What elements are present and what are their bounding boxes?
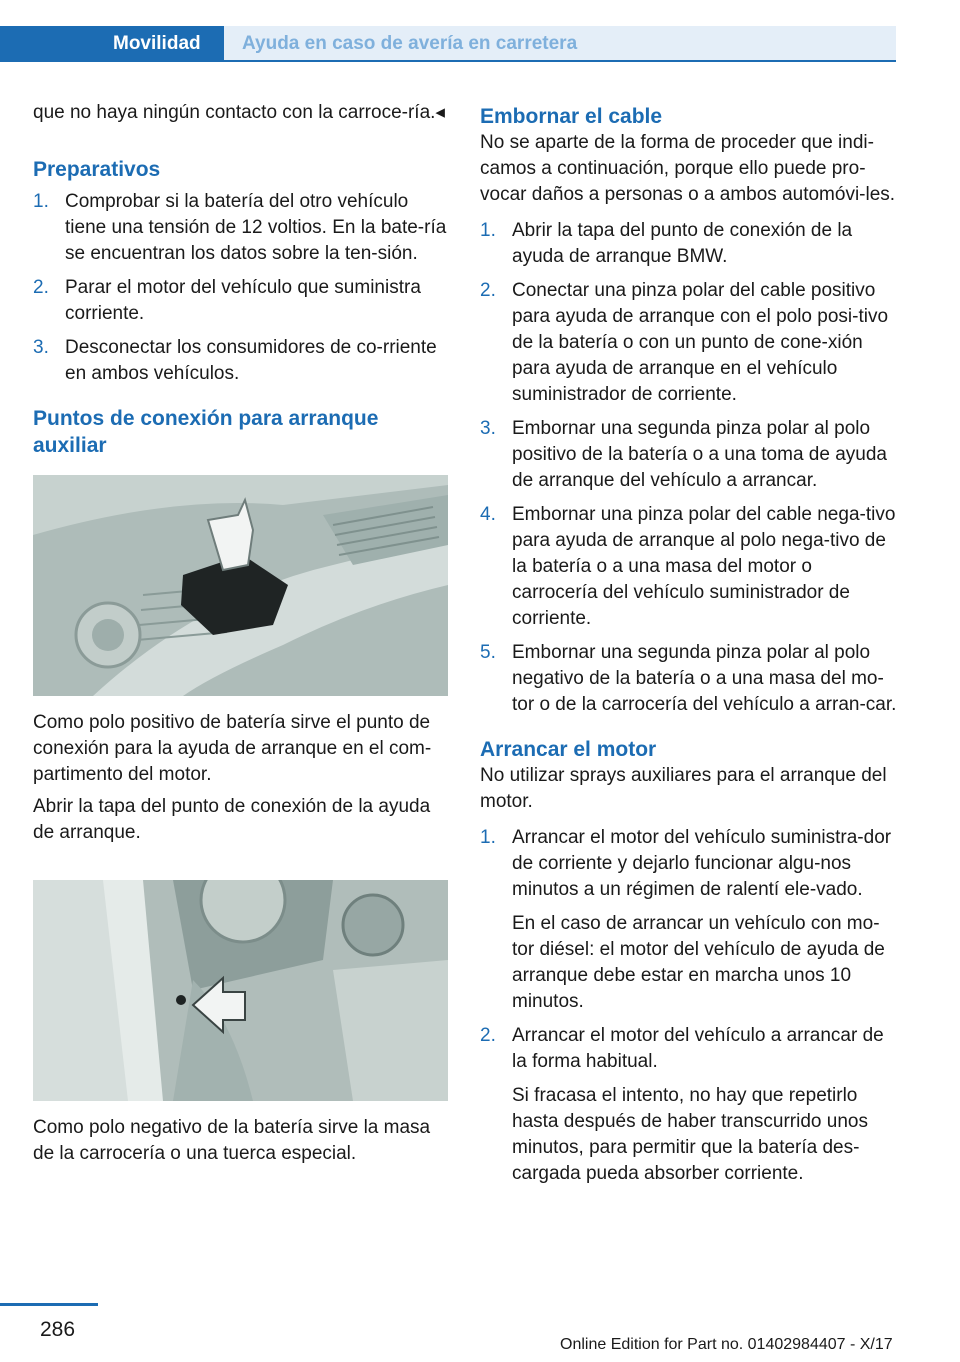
list-item: 1. Comprobar si la batería del otro vehículo tiene una tensión de 12 voltios. En la bate‐ría se encuentran los datos sobre la ten‐sión. — [33, 191, 447, 264]
intro-text: que no haya ningún contacto con la carroce‐ría.◂ — [33, 102, 445, 123]
list-item: 3. Desconectar los consumidores de co‐rriente en ambos vehículos. — [33, 337, 437, 384]
engine-bay-positive-image — [33, 475, 448, 696]
prep-heading: Preparativos — [33, 158, 161, 181]
prep-steps — [33, 189, 448, 387]
start-heading: Arrancar el motor — [480, 738, 657, 761]
edition-note: Online Edition for Part no. 01402984407 - X/17 — [560, 1336, 893, 1353]
list-item: 2. Conectar una pinza polar del cable positivo para ayuda de arranque con el polo posi‐tivo de la batería o con un punto de cone‐xión para ayuda de arranque en el vehículo suministrador de corriente. — [480, 280, 889, 405]
list-item: 2. Parar el motor del vehículo que suministra corriente. — [33, 277, 421, 324]
list-item: 5. Embornar una segunda pinza polar al polo negativo de la batería o a una masa del mo‐tor o de la carrocería del vehículo a arran‐car. — [480, 642, 897, 715]
list-item: 3. Embornar una segunda pinza polar al polo positivo de la batería o a una toma de ayuda de arranque del vehículo a arrancar. — [480, 418, 887, 491]
positive-caption: Como polo positivo de batería sirve el punto de conexión para la ayuda de arranque en el com‐partimento del motor. — [33, 712, 432, 785]
chapter-label: Ayuda en caso de avería en carretera — [242, 33, 578, 54]
page-number: 286 — [40, 1318, 76, 1341]
list-item: 1. Arrancar el motor del vehículo suministra‐dor de corriente y dejarlo funcionar algu‐nos minutos a un régimen de ralentí ele‐vado. En el caso de arrancar un vehículo con mo‐tor diésel: el motor del vehículo de ayuda de arranque debe estar en marcha unos 10 minutos. — [480, 827, 892, 1012]
section-label: Movilidad — [113, 33, 201, 54]
cable-heading: Embornar el cable — [480, 105, 663, 128]
start-steps — [480, 825, 898, 1187]
chapter-tab — [224, 26, 896, 60]
list-item: 4. Embornar una pinza polar del cable nega‐tivo para ayuda de arranque al polo nega‐tivo de la batería o a una masa del motor o carrocería del vehículo suministrador de corriente. — [480, 504, 896, 629]
footer-divider — [0, 1303, 98, 1306]
list-item: 2. Arrancar el motor del vehículo a arrancar de la forma habitual. Si fracasa el intento, no hay que repetirlo hasta después de haber transcurrido unos minutos, para permitir que la batería des‐cargada pueda absorber corriente. — [480, 1025, 884, 1184]
engine-bay-negative-image — [33, 880, 448, 1101]
start-intro: No utilizar sprays auxiliares para el arranque del motor. — [480, 765, 887, 812]
page-header — [0, 0, 960, 62]
left-column — [33, 100, 448, 1167]
cable-steps — [480, 218, 898, 718]
list-item: 1. Abrir la tapa del punto de conexión de la ayuda de arranque BMW. — [480, 220, 853, 267]
section-tab — [0, 26, 224, 62]
header-divider — [224, 60, 896, 62]
cable-intro: No se aparte de la forma de proceder que indi‐camos a continuación, porque ello puede pro‐vocar daños a personas o a ambos automóvi‐les. — [480, 132, 896, 205]
negative-caption: Como polo negativo de la batería sirve la masa de la carrocería o una tuerca especial. — [33, 1117, 431, 1164]
open-cover-text: Abrir la tapa del punto de conexión de la ayuda de arranque. — [33, 796, 431, 843]
points-heading: Puntos de conexión para arranque auxiliar — [33, 407, 379, 457]
right-column — [480, 100, 898, 1195]
